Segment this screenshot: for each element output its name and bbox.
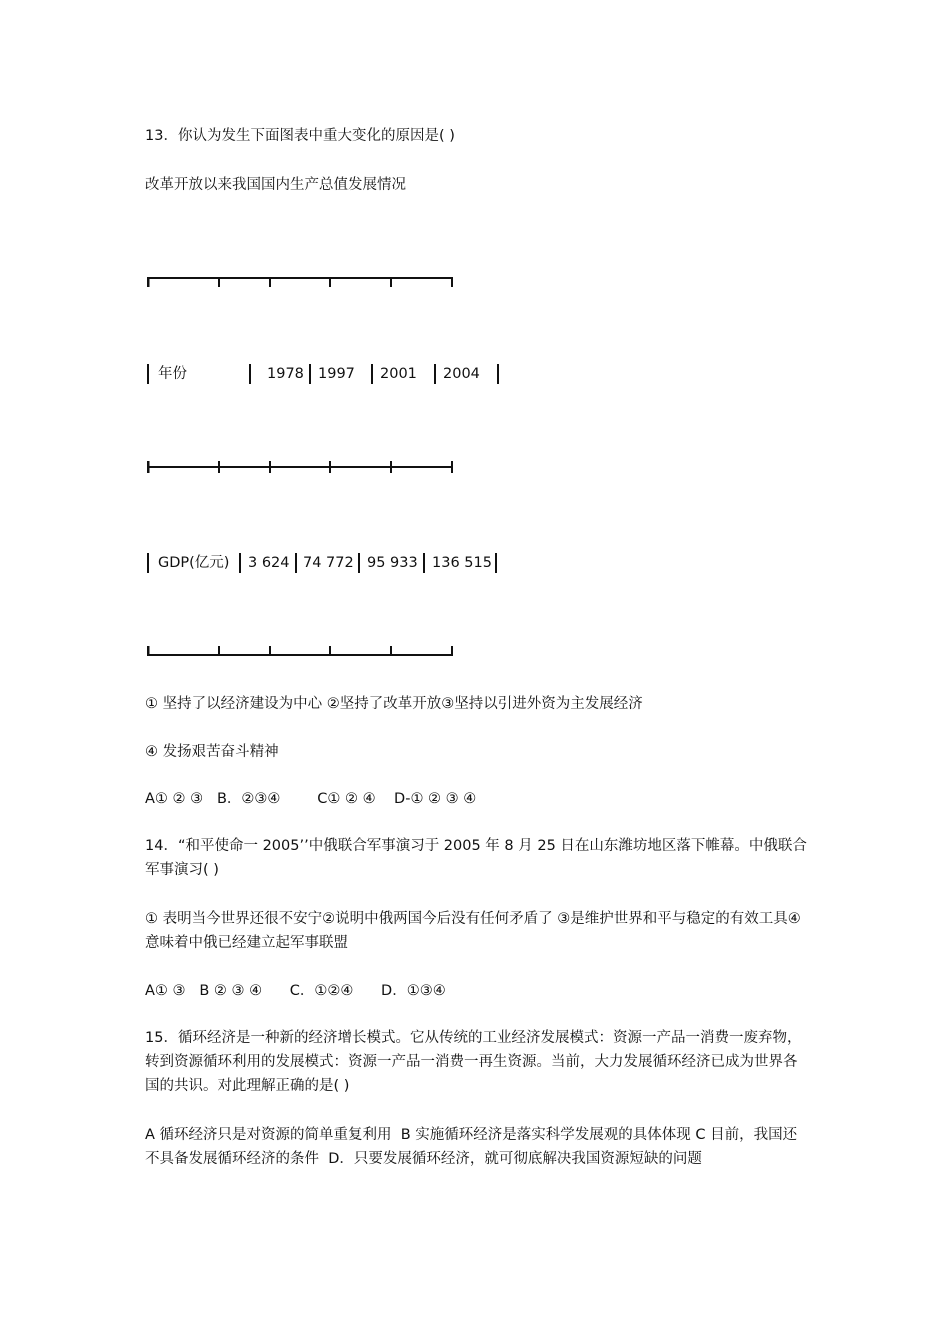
table-header-cell: 2004 xyxy=(443,366,480,382)
table-gdp-cell: 95 933 xyxy=(367,555,418,571)
table-gdp-row xyxy=(145,551,505,575)
q14-options: A① ③ B ② ③ ④ C．①②④ D．①③④ xyxy=(145,983,446,999)
q13-statements-1: ① 坚持了以经济建设为中心 ②坚持了改革开放③坚持以引进外资为主发展经济 xyxy=(145,696,643,712)
table-top-rule xyxy=(147,276,453,288)
q13-statements-2: ④ 发扬艰苦奋斗精神 xyxy=(145,744,279,760)
table-mid-rule xyxy=(147,461,453,473)
q14-statements: ① 表明当今世界还很不安宁②说明中俄两国今后没有任何矛盾了 ③是维护世界和平与稳定的有效工具④意味着中俄已经建立起军事联盟 xyxy=(145,911,801,951)
table-caption: 改革开放以来我国国内生产总值发展情况 xyxy=(145,177,406,193)
table-gdp-label: GDP(亿元) xyxy=(158,555,230,571)
table-header-year: 年份 xyxy=(158,366,187,382)
table-header-cell: 1997 xyxy=(318,366,355,382)
table-header-cell: 1978 xyxy=(267,366,304,382)
q13-options: A① ② ③ B．②③④ C① ② ④ D-① ② ③ ④ xyxy=(145,791,477,807)
table-gdp-cell: 136 515 xyxy=(432,555,492,571)
table-gdp-cell: 74 772 xyxy=(303,555,354,571)
table-bottom-rule xyxy=(147,645,453,657)
table-header-cell: 2001 xyxy=(380,366,417,382)
q15-stem: 15．循环经济是一种新的经济增长模式。它从传统的工业经济发展模式：资源一产品一消费一废弃物，转到资源循环利用的发展模式：资源一产品一消费一再生资源。当前，大力发展循环经济已成为世界各国的共识。对此理解正确的是( ) xyxy=(145,1030,802,1094)
table-header-row xyxy=(145,362,505,386)
q15-options: A 循环经济只是对资源的简单重复利用 B 实施循环经济是落实科学发展观的具体体现 C 目前，我国还不具备发展循环经济的条件 D．只要发展循环经济，就可彻底解决我国资源短缺的问题 xyxy=(145,1127,798,1167)
table-gdp-cell: 3 624 xyxy=(248,555,290,571)
q14-stem: 14．“和平使命一 2005’’中俄联合军事演习于 2005 年 8 月 25 日在山东潍坊地区落下帷幕。中俄联合军事演习( ) xyxy=(145,838,807,878)
q13-stem: 13．你认为发生下面图表中重大变化的原因是( ) xyxy=(145,128,455,144)
